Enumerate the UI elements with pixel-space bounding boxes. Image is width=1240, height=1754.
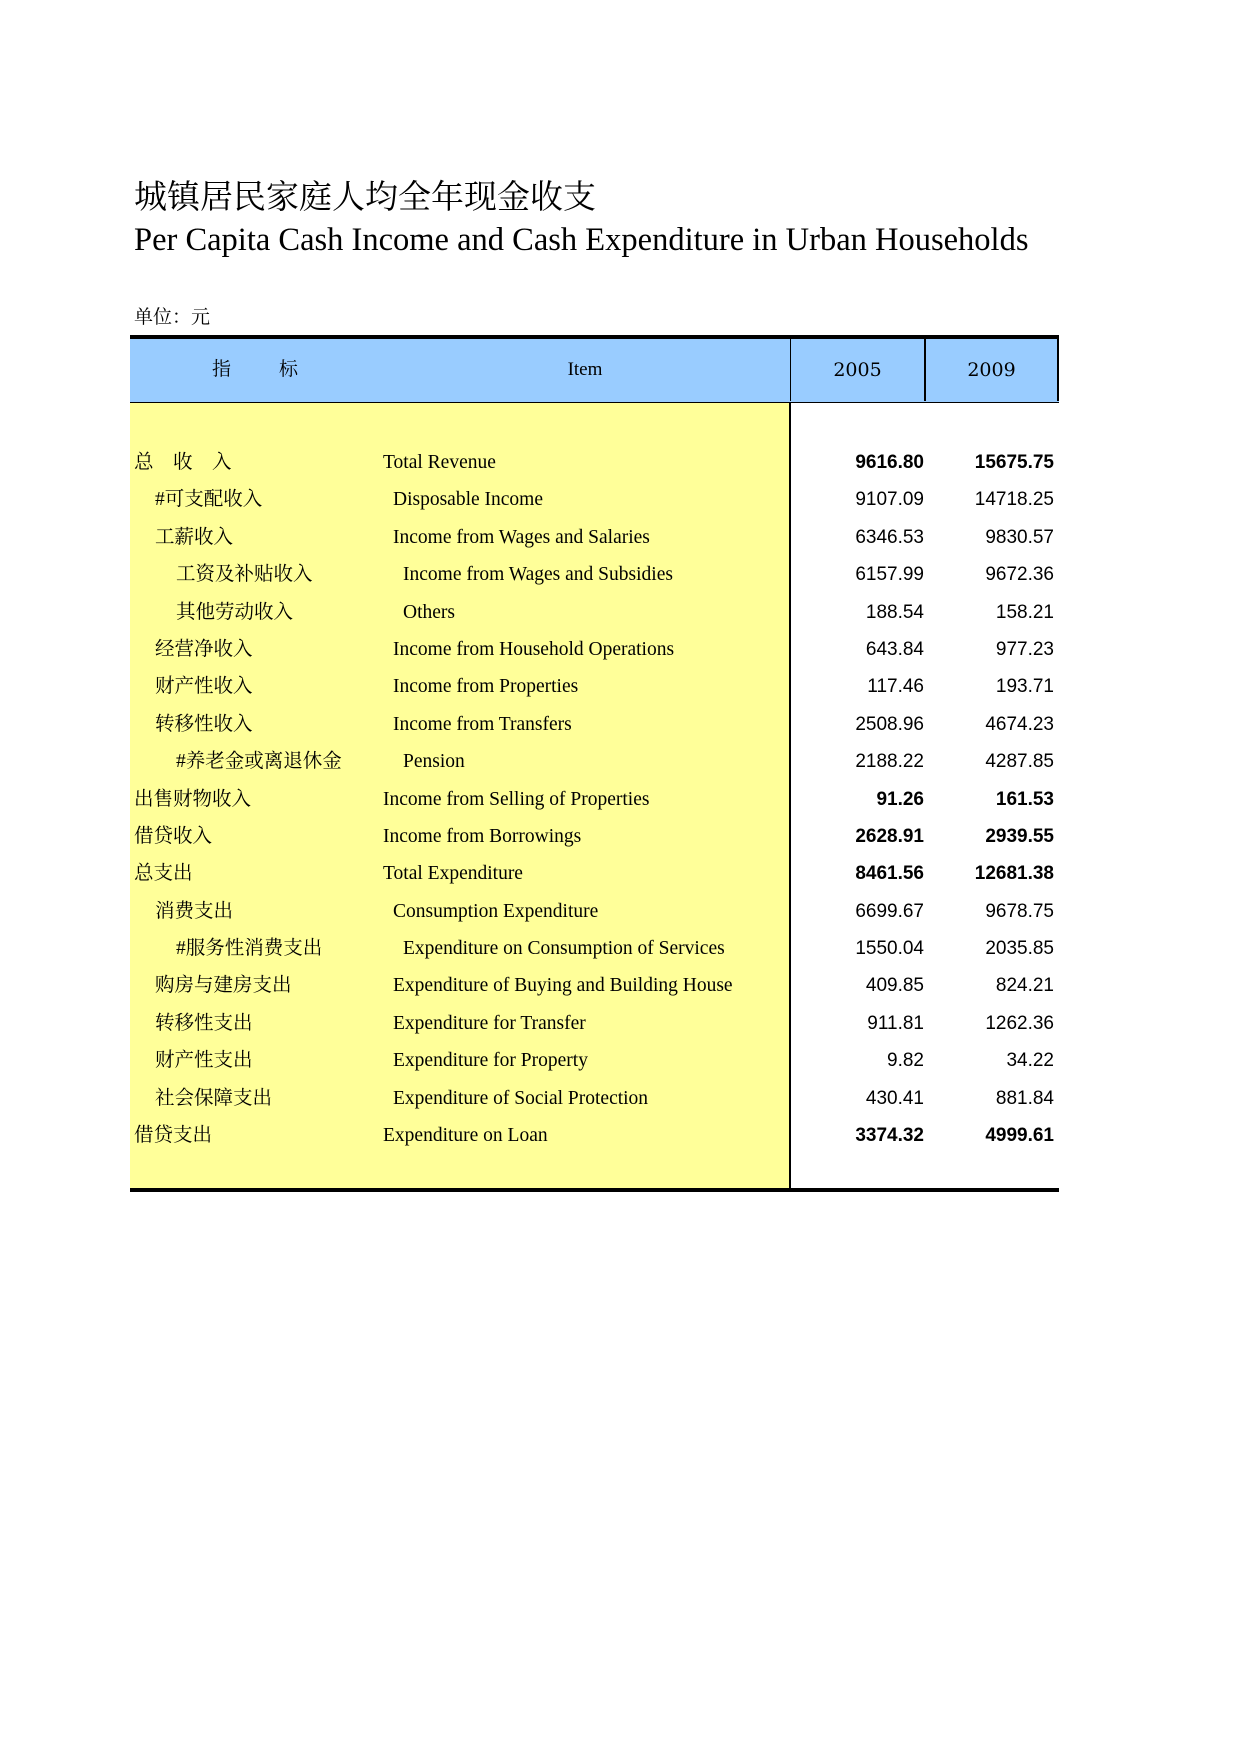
table-header xyxy=(130,339,1059,403)
table-row xyxy=(130,781,1059,818)
row-label-en: Income from Household Operations xyxy=(393,638,675,660)
header-indicator-char-2: 标 xyxy=(279,359,299,380)
row-label-en: Consumption Expenditure xyxy=(393,900,599,922)
row-label-en: Others xyxy=(403,601,455,623)
table-row xyxy=(130,818,1059,855)
value-2009: 161.53 xyxy=(995,788,1054,810)
row-label-cn: 总 收 入 xyxy=(134,452,232,473)
table-row xyxy=(130,1080,1059,1117)
value-2005: 188.54 xyxy=(865,601,924,623)
table-row xyxy=(130,594,1059,631)
value-2009: 4999.61 xyxy=(985,1125,1054,1147)
table-body xyxy=(130,444,1059,1154)
row-label-cn: 借贷收入 xyxy=(134,825,213,847)
value-2005: 8461.56 xyxy=(855,863,924,885)
row-label-cn: #可支配收入 xyxy=(155,489,263,511)
value-2009: 4287.85 xyxy=(985,751,1054,773)
row-label-en: Expenditure on Loan xyxy=(383,1125,548,1147)
value-2005: 643.84 xyxy=(865,638,924,660)
row-label-cn: 社会保障支出 xyxy=(155,1087,273,1109)
table-row xyxy=(130,930,1059,967)
row-label-en: Expenditure of Social Protection xyxy=(393,1087,649,1109)
row-label-cn: 借贷支出 xyxy=(134,1125,213,1147)
table-row xyxy=(130,1005,1059,1042)
value-2005: 430.41 xyxy=(865,1087,924,1109)
value-2005: 2628.91 xyxy=(855,825,924,847)
table-bottom-rule xyxy=(130,1188,1059,1192)
value-2005: 2508.96 xyxy=(855,713,924,735)
table-row xyxy=(130,444,1059,481)
table-row xyxy=(130,1042,1059,1079)
table-row xyxy=(130,519,1059,556)
row-label-en: Total Expenditure xyxy=(383,863,523,885)
value-2009: 9830.57 xyxy=(985,526,1054,548)
value-2005: 6699.67 xyxy=(855,900,924,922)
value-2009: 9672.36 xyxy=(985,564,1054,586)
value-2009: 1262.36 xyxy=(985,1012,1054,1034)
table-row xyxy=(130,631,1059,668)
row-label-en: Income from Borrowings xyxy=(383,825,582,847)
page-title-chinese: 城镇居民家庭人均全年现金收支 xyxy=(134,180,596,216)
value-2009: 2939.55 xyxy=(985,825,1054,847)
row-label-cn: #服务性消费支出 xyxy=(176,938,323,960)
row-label-en: Expenditure of Buying and Building House xyxy=(393,975,733,997)
table-row xyxy=(130,556,1059,593)
header-item: Item xyxy=(567,359,603,380)
row-label-cn: 财产性支出 xyxy=(155,1050,253,1072)
row-label-en: Expenditure for Transfer xyxy=(393,1012,586,1034)
value-2005: 6346.53 xyxy=(855,526,924,548)
value-2009: 193.71 xyxy=(995,676,1054,698)
row-label-en: Income from Wages and Salaries xyxy=(393,526,650,548)
table-row xyxy=(130,893,1059,930)
row-label-en: Expenditure for Property xyxy=(393,1050,588,1072)
table-row xyxy=(130,967,1059,1004)
value-2009: 15675.75 xyxy=(974,452,1054,473)
value-2005: 1550.04 xyxy=(855,938,924,960)
value-2009: 824.21 xyxy=(995,975,1054,997)
row-label-en: Income from Transfers xyxy=(393,713,572,735)
table-row xyxy=(130,743,1059,780)
value-2005: 911.81 xyxy=(867,1012,924,1034)
value-2009: 2035.85 xyxy=(985,938,1054,960)
row-label-en: Expenditure on Consumption of Services xyxy=(403,938,725,960)
value-2005: 9616.80 xyxy=(855,452,924,473)
header-indicator-cn xyxy=(130,339,380,401)
unit-label: 单位：元 xyxy=(134,307,211,328)
value-2009: 14718.25 xyxy=(974,489,1054,511)
value-2009: 158.21 xyxy=(995,601,1054,623)
header-indicator-char-1: 指 xyxy=(211,359,231,380)
value-2005: 9107.09 xyxy=(855,489,924,511)
value-2005: 9.82 xyxy=(887,1050,924,1072)
table-row xyxy=(130,706,1059,743)
value-2005: 117.46 xyxy=(867,676,924,698)
row-label-cn: #养老金或离退休金 xyxy=(176,751,342,773)
value-2009: 881.84 xyxy=(995,1087,1054,1109)
page-title-english: Per Capita Cash Income and Cash Expenditure in Urban Households xyxy=(134,222,1029,258)
value-2005: 409.85 xyxy=(865,975,924,997)
row-label-en: Pension xyxy=(403,751,465,773)
row-label-en: Income from Selling of Properties xyxy=(383,788,650,810)
row-label-cn: 财产性收入 xyxy=(155,676,253,698)
value-2005: 2188.22 xyxy=(855,751,924,773)
row-label-cn: 经营净收入 xyxy=(155,638,253,660)
value-2009: 4674.23 xyxy=(985,713,1054,735)
value-2005: 3374.32 xyxy=(855,1125,924,1147)
row-label-en: Disposable Income xyxy=(393,489,544,511)
value-2009: 34.22 xyxy=(1006,1050,1054,1072)
row-label-en: Total Revenue xyxy=(383,452,496,473)
value-2009: 977.23 xyxy=(995,638,1054,660)
row-label-cn: 消费支出 xyxy=(155,900,234,922)
header-year-2009: 2009 xyxy=(924,339,1059,401)
row-label-en: Income from Properties xyxy=(393,676,579,698)
value-2009: 12681.38 xyxy=(974,863,1054,885)
table-row xyxy=(130,855,1059,892)
row-label-cn: 工薪收入 xyxy=(155,526,234,548)
row-label-en: Income from Wages and Subsidies xyxy=(403,564,673,586)
row-label-cn: 其他劳动收入 xyxy=(176,601,294,623)
value-2009: 9678.75 xyxy=(985,900,1054,922)
row-label-cn: 出售财物收入 xyxy=(134,788,252,810)
table-row xyxy=(130,481,1059,518)
row-label-cn: 购房与建房支出 xyxy=(155,975,292,997)
table-row xyxy=(130,1117,1059,1154)
value-2005: 91.26 xyxy=(876,788,924,810)
header-year-2005: 2005 xyxy=(790,339,924,401)
row-label-cn: 总支出 xyxy=(134,863,193,885)
income-expenditure-table xyxy=(130,335,1059,1193)
table-row xyxy=(130,668,1059,705)
row-label-cn: 工资及补贴收入 xyxy=(176,564,313,586)
row-label-cn: 转移性支出 xyxy=(155,1012,253,1034)
value-2005: 6157.99 xyxy=(855,564,924,586)
row-label-cn: 转移性收入 xyxy=(155,713,253,735)
